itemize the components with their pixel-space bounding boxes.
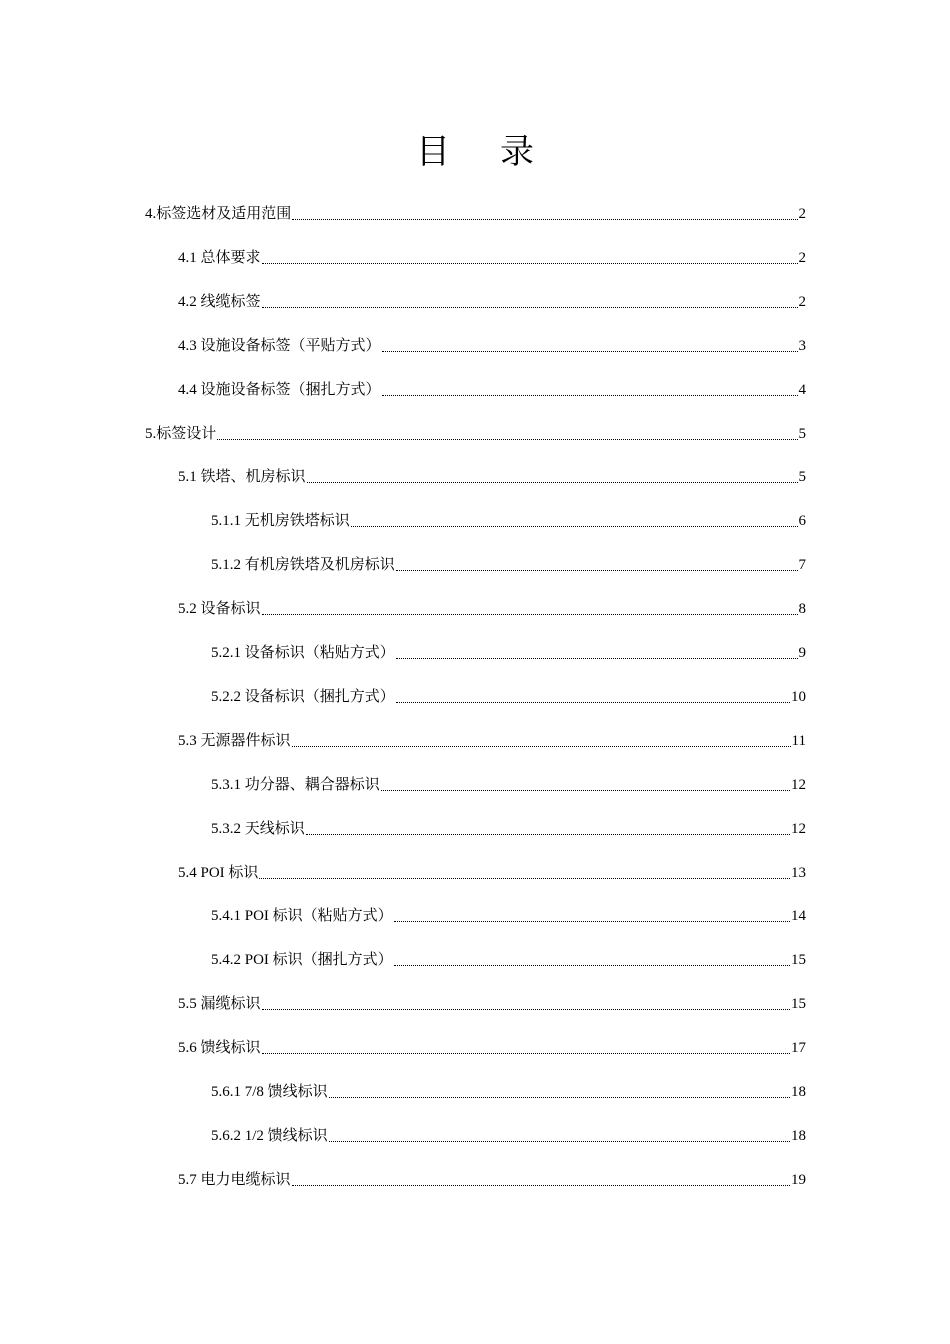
toc-entry-page-number: 15 bbox=[791, 952, 806, 969]
toc-entry-label: 5.3 无源器件标识 bbox=[178, 732, 291, 749]
toc-entry[interactable] bbox=[145, 194, 806, 224]
toc-entry[interactable] bbox=[211, 501, 806, 531]
toc-entry-label: 4.2 线缆标签 bbox=[178, 293, 261, 310]
toc-entry-page-number: 11 bbox=[791, 732, 806, 749]
toc-entry[interactable] bbox=[211, 677, 806, 707]
toc-entry[interactable] bbox=[178, 282, 806, 312]
toc-entry-label: 5.6.2 1/2 馈线标识 bbox=[211, 1127, 328, 1144]
toc-entry[interactable] bbox=[178, 1160, 806, 1190]
toc-dot-leader bbox=[292, 1184, 790, 1186]
toc-entry-page-number: 18 bbox=[791, 1127, 806, 1144]
page-title bbox=[0, 128, 950, 176]
toc-entry[interactable] bbox=[211, 545, 806, 575]
toc-entry[interactable] bbox=[178, 457, 806, 487]
toc-dot-leader bbox=[396, 657, 798, 659]
toc-entry-page-number: 6 bbox=[798, 513, 806, 530]
toc-entry-page-number: 14 bbox=[791, 908, 806, 925]
toc-entry[interactable] bbox=[211, 1116, 806, 1146]
toc-entry-label: 5.5 漏缆标识 bbox=[178, 996, 261, 1013]
title-char-1: 目 bbox=[416, 132, 450, 172]
toc-entry-label: 5.标签设计 bbox=[145, 425, 217, 442]
toc-entry[interactable] bbox=[178, 326, 806, 356]
toc-entry[interactable] bbox=[145, 414, 806, 444]
toc-dot-leader bbox=[217, 438, 797, 440]
toc-entry-label: 4.1 总体要求 bbox=[178, 249, 261, 266]
toc-entry-label: 5.1.2 有机房铁塔及机房标识 bbox=[211, 557, 395, 574]
toc-dot-leader bbox=[396, 569, 798, 571]
toc-entry-page-number: 4 bbox=[798, 381, 806, 398]
toc-entry-label: 4.3 设施设备标签（平贴方式） bbox=[178, 337, 381, 354]
toc-entry-page-number: 13 bbox=[791, 864, 806, 881]
toc-dot-leader bbox=[382, 350, 798, 352]
toc-dot-leader bbox=[329, 1140, 790, 1142]
toc-entry-label: 5.7 电力电缆标识 bbox=[178, 1171, 291, 1188]
toc-entry-page-number: 10 bbox=[791, 688, 806, 705]
toc-dot-leader bbox=[381, 789, 790, 791]
toc-entry-page-number: 12 bbox=[791, 776, 806, 793]
toc-dot-leader bbox=[351, 525, 798, 527]
toc-entry-label: 5.3.2 天线标识 bbox=[211, 820, 305, 837]
toc-dot-leader bbox=[262, 613, 798, 615]
toc-entry-label: 5.2.1 设备标识（粘贴方式） bbox=[211, 645, 395, 661]
toc-dot-leader bbox=[292, 218, 797, 220]
toc-dot-leader bbox=[329, 1096, 790, 1098]
toc-dot-leader bbox=[262, 306, 798, 308]
toc-dot-leader bbox=[262, 1008, 790, 1010]
toc-dot-leader bbox=[307, 481, 798, 483]
toc-entry-page-number: 7 bbox=[798, 557, 806, 574]
toc-entry-label: 5.1.1 无机房铁塔标识 bbox=[211, 513, 350, 530]
toc-dot-leader bbox=[394, 964, 790, 966]
toc-dot-leader bbox=[262, 262, 798, 264]
toc-entry[interactable] bbox=[211, 765, 806, 795]
toc-entry-label: 5.6 馈线标识 bbox=[178, 1040, 261, 1057]
toc-dot-leader bbox=[394, 920, 790, 922]
toc-dot-leader bbox=[382, 394, 798, 396]
toc-entry[interactable] bbox=[178, 1028, 806, 1058]
toc-entry[interactable] bbox=[211, 809, 806, 839]
toc-entry[interactable] bbox=[178, 238, 806, 268]
toc-entry-page-number: 8 bbox=[798, 601, 806, 618]
title-char-2: 录 bbox=[500, 132, 534, 172]
toc-entry-label: 5.1 铁塔、机房标识 bbox=[178, 469, 306, 486]
toc-dot-leader bbox=[396, 701, 790, 703]
toc-entry-label: 5.6.1 7/8 馈线标识 bbox=[211, 1084, 328, 1100]
toc-entry[interactable] bbox=[211, 633, 806, 663]
toc-entry-page-number: 2 bbox=[798, 206, 806, 222]
toc-entry-page-number: 9 bbox=[798, 645, 806, 661]
toc-entry[interactable] bbox=[211, 896, 806, 926]
toc-dot-leader bbox=[259, 877, 790, 879]
toc-entry[interactable] bbox=[178, 984, 806, 1014]
toc-entry-label: 4.标签选材及适用范围 bbox=[145, 206, 292, 222]
toc-entry-page-number: 12 bbox=[791, 820, 806, 837]
toc-entry-page-number: 15 bbox=[791, 996, 806, 1013]
toc-entry[interactable] bbox=[211, 940, 806, 970]
toc-entry-label: 5.2 设备标识 bbox=[178, 601, 261, 618]
toc-dot-leader bbox=[292, 745, 791, 747]
toc-entry-label: 5.2.2 设备标识（捆扎方式） bbox=[211, 688, 395, 705]
toc-entry-page-number: 2 bbox=[798, 293, 806, 310]
toc-dot-leader bbox=[262, 1052, 790, 1054]
toc-entry-page-number: 3 bbox=[798, 337, 806, 354]
toc-entry-label: 5.4.2 POI 标识（捆扎方式） bbox=[211, 952, 393, 969]
toc-entry-page-number: 5 bbox=[798, 425, 806, 442]
toc-entry-page-number: 5 bbox=[798, 469, 806, 486]
toc-entry-page-number: 18 bbox=[791, 1084, 806, 1100]
toc-entry-page-number: 17 bbox=[791, 1040, 806, 1057]
toc-entry-label: 4.4 设施设备标签（捆扎方式） bbox=[178, 381, 381, 398]
toc-entry-label: 5.4 POI 标识 bbox=[178, 864, 259, 881]
toc-entry-label: 5.4.1 POI 标识（粘贴方式） bbox=[211, 908, 393, 925]
toc-entry[interactable] bbox=[178, 853, 806, 883]
toc-entry[interactable] bbox=[211, 1072, 806, 1102]
toc-entry-page-number: 2 bbox=[798, 249, 806, 266]
toc-entry-label: 5.3.1 功分器、耦合器标识 bbox=[211, 776, 380, 793]
toc-entry-page-number: 19 bbox=[791, 1171, 806, 1188]
toc-entry[interactable] bbox=[178, 370, 806, 400]
toc-entry[interactable] bbox=[178, 589, 806, 619]
toc-entry[interactable] bbox=[178, 721, 806, 751]
toc-dot-leader bbox=[306, 833, 790, 835]
